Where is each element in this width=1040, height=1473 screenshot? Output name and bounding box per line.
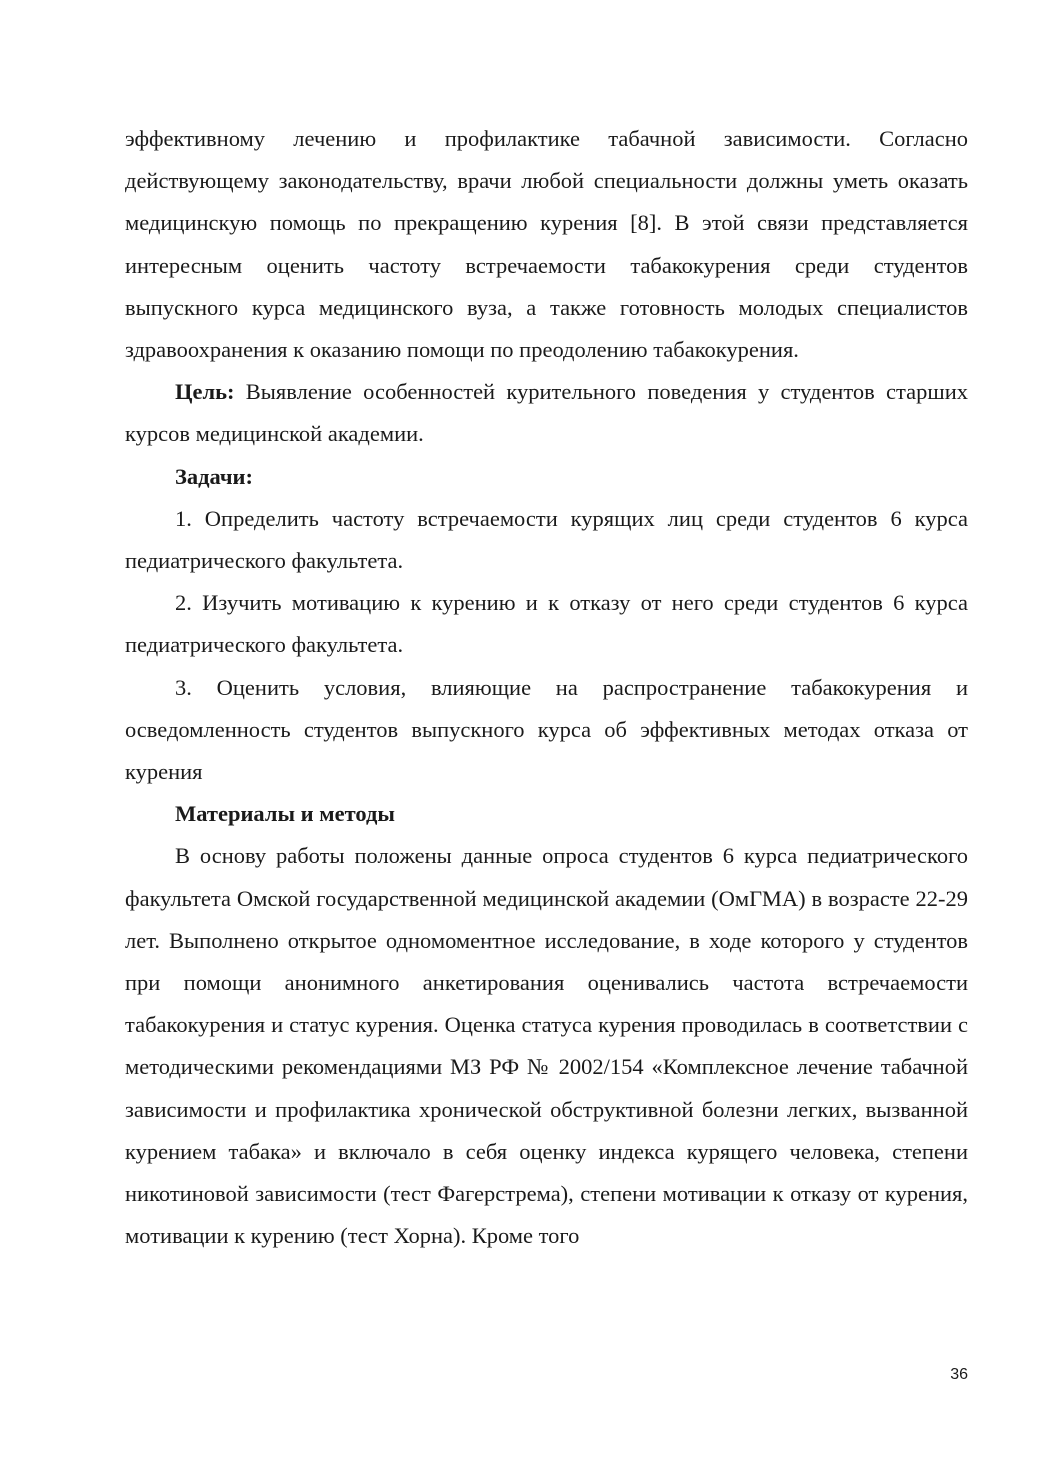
task-item-3: 3. Оценить условия, влияющие на распространение табакокурения и осведомленность студентов выпускного курса об эффективных методах отказа от курения <box>125 674 968 785</box>
goal-label: Цель: <box>175 379 235 405</box>
paragraph-methods: В основу работы положены данные опроса студентов 6 курса педиатрического факультета Омской государственной медицинской академии (ОмГМА) в возрасте 22-29 лет. Выполнено открытое одномоментное исследование, в ходе которого у студентов при помощи анонимного анкетирования оценивались частота встречаемости табакокурения и статус курения. Оценка статуса курения проводилась в соответствии с методическими рекомендациями МЗ РФ № 2002/154 «Комплексное лечение табачной зависимости и профилактика хронической обструктивной болезни легких, вызванной курением табака» и включало в себя оценку индекса курящего человека, степени никотиновой зависимости (тест Фагерстрема), степени мотивации к отказу от курения, мотивации к курению (тест Хорна). Кроме того <box>125 843 968 1249</box>
task-item-2: 2. Изучить мотивацию к курению и к отказу от него среди студентов 6 курса педиатрического факультета. <box>125 590 968 658</box>
paragraph-intro: эффективному лечению и профилактике табачной зависимости. Согласно действующему законодательству, врачи любой специальности должны уметь оказать медицинскую помощь по прекращению курения [8]. В этой связи представляется интересным оценить частоту встречаемости табакокурения среди студентов выпускного курса медицинского вуза, а также готовность молодых специалистов здравоохранения к оказанию помощи по преодолению табакокурения. <box>125 126 968 363</box>
paragraph-goal <box>125 371 968 455</box>
methods-heading: Материалы и методы <box>175 801 395 827</box>
task-item-1: 1. Определить частоту встречаемости курящих лиц среди студентов 6 курса педиатрического факультета. <box>125 505 968 574</box>
page-number: 36 <box>950 1366 968 1383</box>
body-text <box>125 118 968 1257</box>
goal-text: Выявление особенностей курительного поведения у студентов старших курсов медицинской академии. <box>125 379 968 447</box>
tasks-heading: Задачи: <box>175 463 254 489</box>
